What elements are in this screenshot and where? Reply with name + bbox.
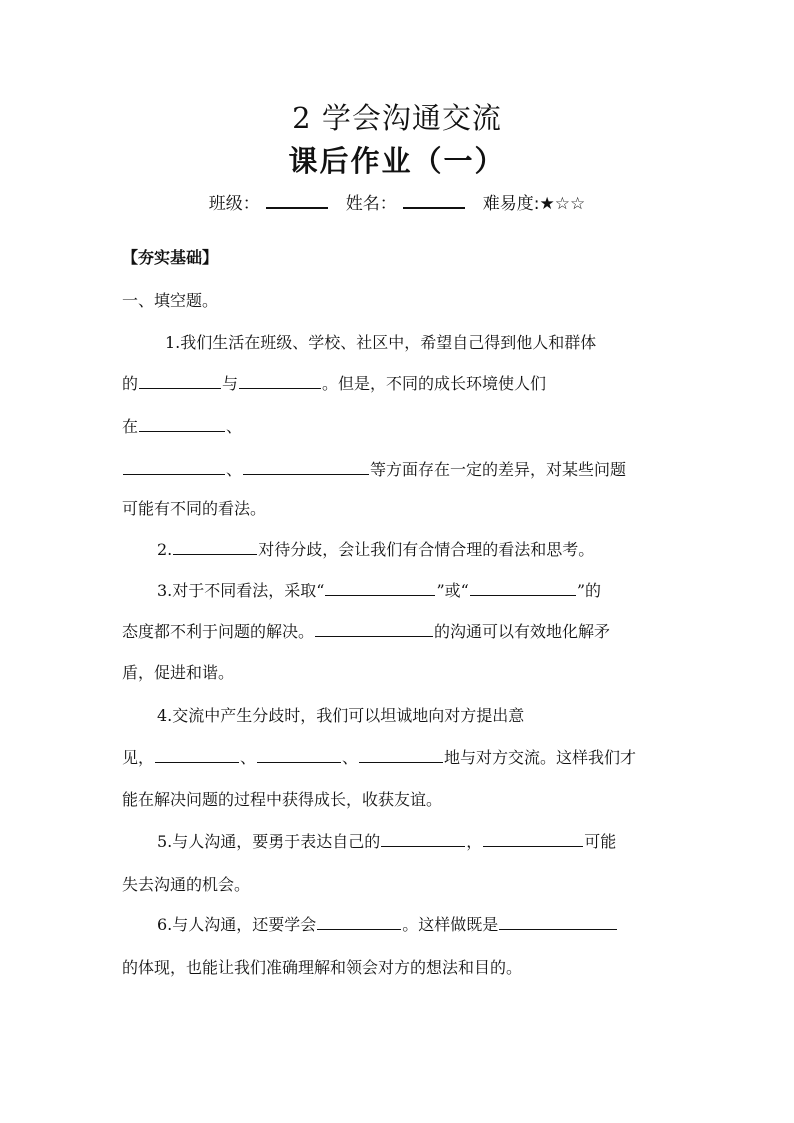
q4-line2: 见， 、 、 地与对方交流。这样我们才 bbox=[122, 748, 637, 767]
q3-line3: 盾，促进和谐。 bbox=[122, 663, 235, 682]
class-label: 班级： bbox=[208, 194, 260, 214]
q4-line1: 4.交流中产生分歧时，我们可以坦诚地向对方提出意 bbox=[157, 706, 525, 725]
q5-line2: 失去沟通的机会。 bbox=[122, 875, 251, 894]
page-title: 2 学会沟通交流 bbox=[292, 101, 502, 135]
q6-line1: 6.与人沟通，还要学会 。这样做既是 bbox=[157, 913, 672, 937]
q5-blank-2[interactable] bbox=[483, 831, 583, 847]
name-label: 姓名： bbox=[345, 194, 397, 214]
q1-line5: 可能有不同的看法。 bbox=[122, 499, 267, 518]
q3-blank-1[interactable] bbox=[325, 580, 435, 596]
name-blank[interactable] bbox=[403, 191, 465, 209]
q1-blank-5[interactable] bbox=[243, 459, 369, 475]
q5-line1: 5.与人沟通，要勇于表达自己的 ， 可能 bbox=[157, 832, 617, 851]
q6-blank-2[interactable] bbox=[499, 914, 617, 930]
student-info-row bbox=[0, 190, 794, 218]
q1-blank-2[interactable] bbox=[239, 373, 321, 389]
q1-blank-4[interactable] bbox=[123, 459, 225, 475]
q3-blank-3[interactable] bbox=[315, 621, 433, 637]
q4-blank-3[interactable] bbox=[359, 747, 443, 763]
q5-blank-1[interactable] bbox=[381, 831, 465, 847]
q1-blank-1[interactable] bbox=[139, 373, 221, 389]
page-subtitle: 课后作业（一） bbox=[288, 144, 506, 178]
part-heading: 一、填空题。 bbox=[122, 291, 219, 310]
q3-blank-2[interactable] bbox=[470, 580, 576, 596]
q2-line1: 2. 对待分歧，会让我们有合情合理的看法和思考。 bbox=[157, 540, 595, 559]
q1-line4: 、 等方面存在一定的差异，对某些问题 bbox=[122, 458, 672, 482]
q4-line3: 能在解决问题的过程中获得成长，收获友谊。 bbox=[122, 790, 443, 809]
difficulty-stars: ★☆☆ bbox=[539, 194, 586, 214]
q3-line1: 3.对于不同看法，采取“ ”或“ ”的 bbox=[157, 581, 602, 600]
q1-line2: 的 与 。但是，不同的成长环境使人们 bbox=[122, 374, 547, 393]
difficulty-label: 难易度: bbox=[482, 194, 540, 214]
q3-line2: 态度都不利于问题的解决。 的沟通可以有效地化解矛 bbox=[122, 622, 611, 641]
q1-line3: 在 、 bbox=[122, 417, 243, 436]
q4-blank-2[interactable] bbox=[257, 747, 341, 763]
q4-blank-1[interactable] bbox=[155, 747, 239, 763]
q2-blank-1[interactable] bbox=[173, 539, 257, 555]
q6-line2: 的体现，也能让我们准确理解和领会对方的想法和目的。 bbox=[122, 958, 523, 977]
class-blank[interactable] bbox=[266, 191, 328, 209]
q1-blank-3[interactable] bbox=[139, 416, 225, 432]
q1-line1: 1.我们生活在班级、学校、社区中，希望自己得到他人和群体 bbox=[165, 333, 597, 352]
q6-blank-1[interactable] bbox=[317, 914, 401, 930]
section-heading: 【夯实基础】 bbox=[122, 248, 219, 267]
